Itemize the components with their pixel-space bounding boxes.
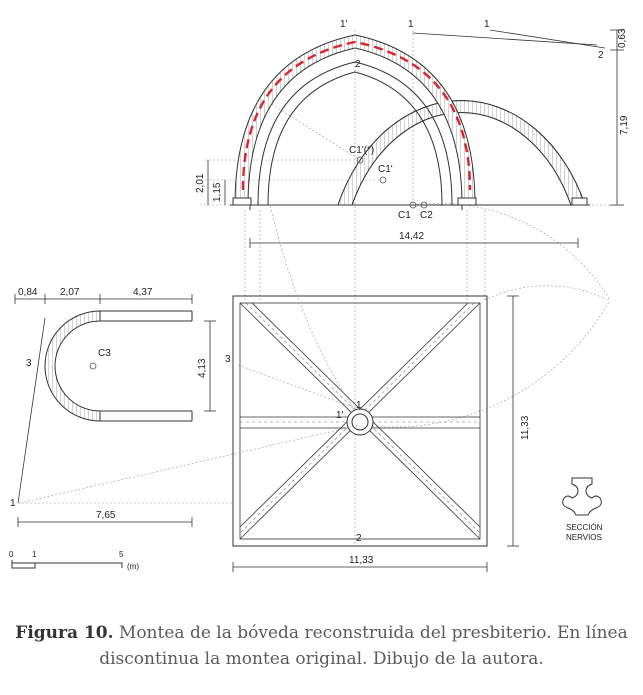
label-c3: C3 — [98, 348, 111, 359]
label-c1p-star: C1'(*) — [349, 145, 375, 156]
label-plan-1p: 1' — [336, 410, 344, 421]
label-left-1: 1 — [10, 498, 16, 509]
scale-unit: (m) — [127, 562, 139, 571]
dim-413: 4,13 — [197, 358, 208, 378]
dim-207: 2,07 — [60, 287, 80, 298]
scale-1: 1 — [32, 550, 37, 559]
label-nervios: NERVIOS — [566, 533, 602, 542]
dim-115: 1,15 — [212, 182, 223, 202]
dim-063: 0,63 — [617, 28, 628, 48]
dim-201: 2,01 — [195, 173, 206, 193]
figure-caption — [10, 620, 633, 672]
dim-765: 7,65 — [96, 510, 116, 521]
dim-1133-h: 11,33 — [349, 555, 374, 566]
dim-719: 7,19 — [619, 115, 630, 135]
side-arch — [15, 294, 233, 527]
scale-bar — [12, 560, 122, 568]
caption-label: Figura 10. — [15, 623, 114, 643]
dim-084: 0,84 — [18, 287, 38, 298]
label-plan-1: 1 — [356, 400, 362, 411]
scale-0: 0 — [9, 550, 14, 559]
label-top-1a: 1 — [408, 19, 414, 30]
rib-section-icon — [563, 478, 602, 515]
label-c1: C1 — [398, 210, 411, 221]
label-plan-3: 3 — [225, 354, 231, 365]
caption-text: Montea de la bóveda reconstruida del presbiterio. En línea discontinua la montea original. Dibujo de la autora. — [99, 623, 628, 669]
label-c2: C2 — [420, 210, 433, 221]
dim-1133-v: 11,33 — [520, 415, 531, 440]
label-plan-2: 2 — [356, 533, 362, 544]
label-left-3: 3 — [26, 358, 32, 369]
dim-1442: 14,42 — [399, 231, 425, 242]
scale-5: 5 — [119, 550, 124, 559]
label-c1p: C1' — [378, 164, 393, 175]
label-top-2-right: 2 — [598, 50, 604, 61]
elevation — [200, 30, 624, 545]
dim-437: 4,37 — [133, 287, 153, 298]
label-top-1p: 1' — [340, 19, 348, 30]
label-top-2: 2 — [355, 59, 361, 70]
label-top-1b: 1 — [484, 19, 490, 30]
label-seccion: SECCIÓN — [566, 523, 603, 532]
plan — [20, 205, 519, 572]
